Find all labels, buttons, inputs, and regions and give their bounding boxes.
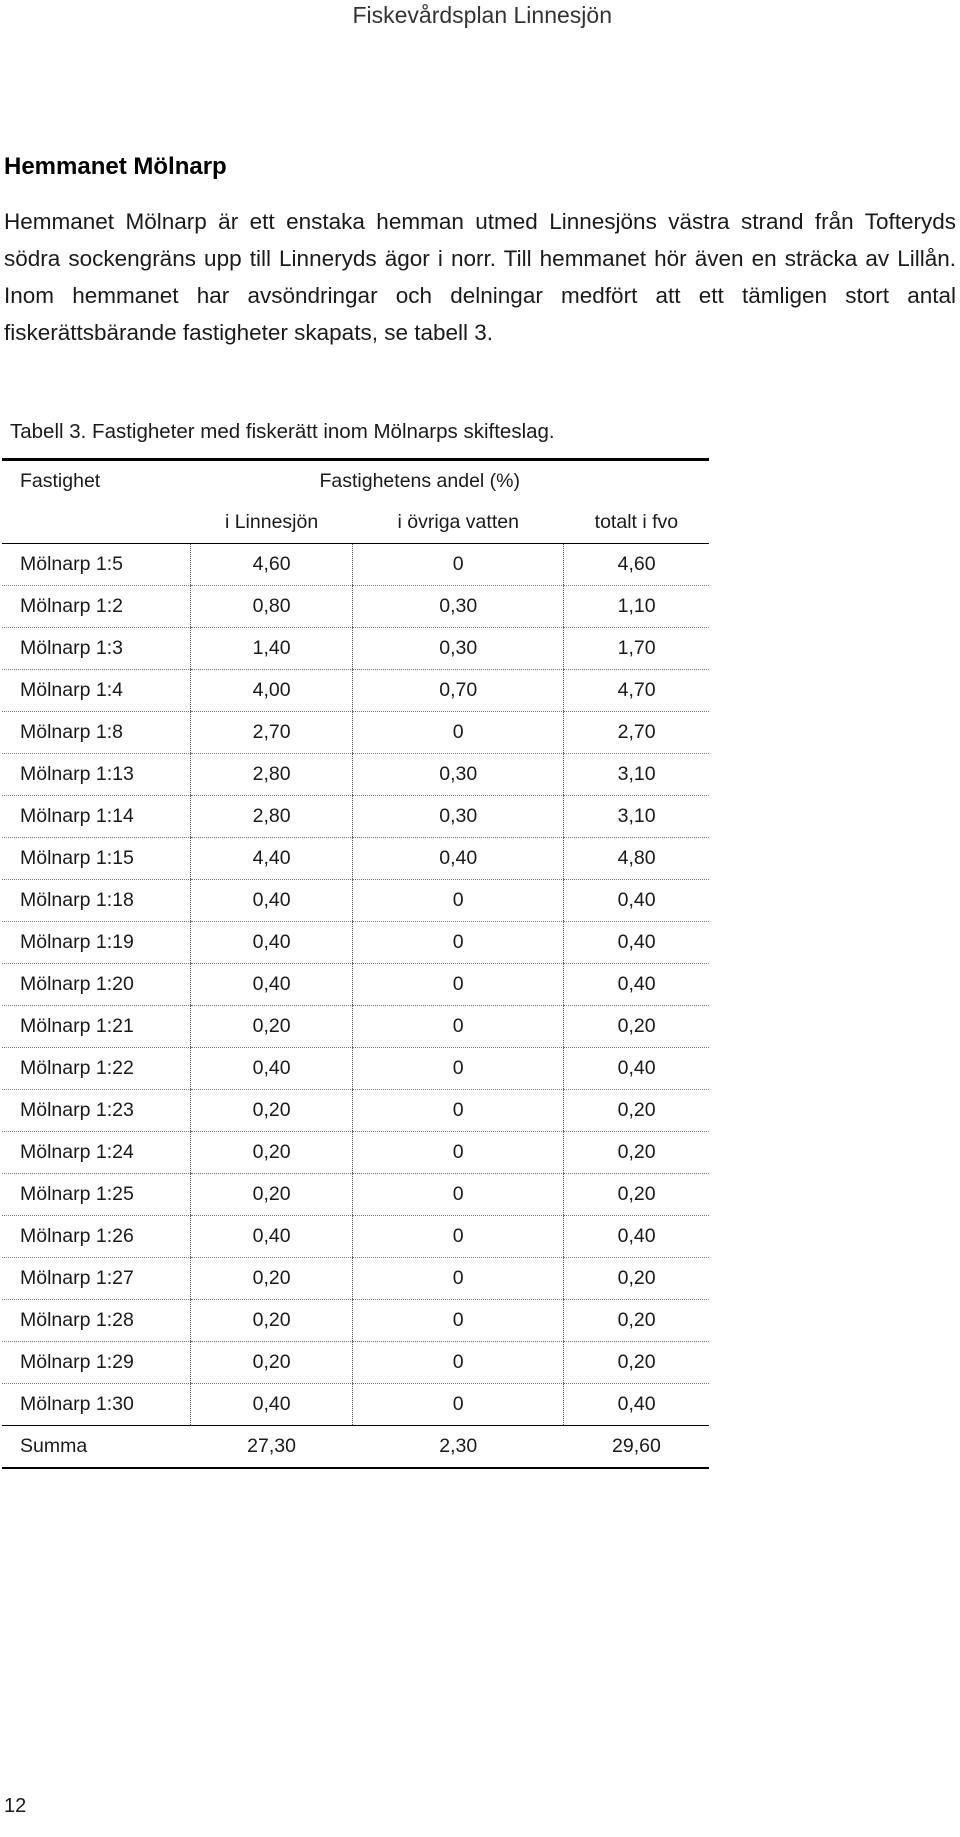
cell-i-linnesjon: 0,40: [191, 880, 353, 922]
cell-i-ovriga-vatten: 0: [353, 1216, 564, 1258]
cell-totalt-i-fvo: 0,40: [564, 922, 709, 964]
table-row: [2, 1006, 709, 1048]
cell-i-ovriga-vatten: 0: [353, 1006, 564, 1048]
cell-fastighet: Mölnarp 1:20: [2, 964, 191, 1006]
body-paragraph: Hemmanet Mölnarp är ett enstaka hemman utmed Linnesjöns västra strand från Tofteryds södra sockengräns upp till Linneryds ägor i norr. Till hemmanet hör även en sträcka av Lillån. Inom hemmanet har avsöndringar och delningar medfört att ett tämligen stort antal fiskerättsbärande fastigheter skapats, se tabell 3.: [4, 209, 956, 345]
cell-i-ovriga-vatten: 0: [353, 544, 564, 586]
table-sum-row: [2, 1426, 709, 1469]
cell-i-linnesjon: 0,20: [191, 1342, 353, 1384]
sum-totalt-i-fvo: 29,60: [564, 1426, 709, 1469]
header-fastighet: Fastighet: [2, 460, 191, 503]
cell-i-ovriga-vatten: 0: [353, 1174, 564, 1216]
header-andel-group: Fastighetens andel (%): [191, 460, 710, 503]
cell-i-ovriga-vatten: 0,30: [353, 796, 564, 838]
table-row: [2, 1384, 709, 1426]
cell-fastighet: Mölnarp 1:22: [2, 1048, 191, 1090]
cell-i-ovriga-vatten: 0: [353, 712, 564, 754]
table-row: [2, 880, 709, 922]
cell-i-linnesjon: 1,40: [191, 628, 353, 670]
cell-i-linnesjon: 0,20: [191, 1006, 353, 1048]
cell-totalt-i-fvo: 0,40: [564, 1048, 709, 1090]
cell-i-linnesjon: 0,40: [191, 1216, 353, 1258]
cell-i-ovriga-vatten: 0,30: [353, 586, 564, 628]
cell-totalt-i-fvo: 0,40: [564, 1384, 709, 1426]
header-i-linnesjon: i Linnesjön: [191, 502, 353, 544]
cell-i-ovriga-vatten: 0,40: [353, 838, 564, 880]
cell-fastighet: Mölnarp 1:5: [2, 544, 191, 586]
cell-i-linnesjon: 0,20: [191, 1300, 353, 1342]
cell-i-linnesjon: 2,80: [191, 796, 353, 838]
cell-i-ovriga-vatten: 0: [353, 1090, 564, 1132]
cell-i-linnesjon: 4,00: [191, 670, 353, 712]
cell-i-ovriga-vatten: 0: [353, 922, 564, 964]
sum-label: Summa: [2, 1426, 191, 1469]
table-row: [2, 1300, 709, 1342]
table-subheader-row: [2, 502, 709, 544]
table-row: [2, 1342, 709, 1384]
cell-i-ovriga-vatten: 0,30: [353, 628, 564, 670]
cell-fastighet: Mölnarp 1:2: [2, 586, 191, 628]
cell-fastighet: Mölnarp 1:3: [2, 628, 191, 670]
cell-fastighet: Mölnarp 1:30: [2, 1384, 191, 1426]
cell-i-ovriga-vatten: 0: [353, 964, 564, 1006]
table-row: [2, 586, 709, 628]
cell-totalt-i-fvo: 0,20: [564, 1342, 709, 1384]
table-row: [2, 796, 709, 838]
cell-fastighet: Mölnarp 1:23: [2, 1090, 191, 1132]
table-row: [2, 754, 709, 796]
cell-fastighet: Mölnarp 1:25: [2, 1174, 191, 1216]
cell-i-linnesjon: 0,20: [191, 1132, 353, 1174]
cell-i-linnesjon: 0,40: [191, 1384, 353, 1426]
cell-i-linnesjon: 0,20: [191, 1258, 353, 1300]
cell-totalt-i-fvo: 2,70: [564, 712, 709, 754]
cell-totalt-i-fvo: 0,20: [564, 1006, 709, 1048]
table-header-row: [2, 460, 709, 503]
cell-totalt-i-fvo: 1,10: [564, 586, 709, 628]
cell-i-linnesjon: 2,70: [191, 712, 353, 754]
cell-i-ovriga-vatten: 0: [353, 1048, 564, 1090]
cell-totalt-i-fvo: 0,20: [564, 1132, 709, 1174]
cell-i-linnesjon: 0,40: [191, 1048, 353, 1090]
cell-i-ovriga-vatten: 0: [353, 880, 564, 922]
cell-i-ovriga-vatten: 0: [353, 1342, 564, 1384]
cell-totalt-i-fvo: 4,80: [564, 838, 709, 880]
cell-totalt-i-fvo: 1,70: [564, 628, 709, 670]
table-row: [2, 1132, 709, 1174]
table-row: [2, 964, 709, 1006]
sum-i-linnesjon: 27,30: [191, 1426, 353, 1469]
table-caption: Tabell 3. Fastigheter med fiskerätt inom Mölnarps skifteslag.: [10, 420, 555, 443]
section-heading: Hemmanet Mölnarp: [4, 153, 227, 180]
cell-fastighet: Mölnarp 1:24: [2, 1132, 191, 1174]
cell-totalt-i-fvo: 4,60: [564, 544, 709, 586]
running-header-title: Fiskevårdsplan Linnesjön: [352, 2, 612, 28]
table-row: [2, 838, 709, 880]
table-row: [2, 712, 709, 754]
table-row: [2, 1090, 709, 1132]
header-blank: [2, 502, 191, 544]
page-number: 12: [4, 1795, 27, 1817]
cell-i-ovriga-vatten: 0: [353, 1300, 564, 1342]
table-body: [2, 544, 709, 1426]
table-row: [2, 628, 709, 670]
cell-i-ovriga-vatten: 0: [353, 1132, 564, 1174]
cell-totalt-i-fvo: 0,20: [564, 1174, 709, 1216]
cell-fastighet: Mölnarp 1:27: [2, 1258, 191, 1300]
cell-totalt-i-fvo: 0,40: [564, 880, 709, 922]
table-row: [2, 1174, 709, 1216]
cell-i-linnesjon: 0,40: [191, 922, 353, 964]
table-row: [2, 1048, 709, 1090]
cell-i-linnesjon: 4,40: [191, 838, 353, 880]
cell-totalt-i-fvo: 0,40: [564, 964, 709, 1006]
cell-totalt-i-fvo: 3,10: [564, 754, 709, 796]
table-row: [2, 544, 709, 586]
cell-fastighet: Mölnarp 1:13: [2, 754, 191, 796]
table-row: [2, 670, 709, 712]
property-share-table: [2, 458, 709, 1469]
header-i-ovriga-vatten: i övriga vatten: [353, 502, 564, 544]
cell-i-linnesjon: 0,20: [191, 1174, 353, 1216]
cell-totalt-i-fvo: 0,20: [564, 1090, 709, 1132]
cell-i-linnesjon: 2,80: [191, 754, 353, 796]
cell-fastighet: Mölnarp 1:4: [2, 670, 191, 712]
cell-fastighet: Mölnarp 1:8: [2, 712, 191, 754]
cell-totalt-i-fvo: 3,10: [564, 796, 709, 838]
cell-i-ovriga-vatten: 0,30: [353, 754, 564, 796]
cell-i-linnesjon: 4,60: [191, 544, 353, 586]
table-row: [2, 922, 709, 964]
cell-fastighet: Mölnarp 1:26: [2, 1216, 191, 1258]
cell-i-linnesjon: 0,80: [191, 586, 353, 628]
cell-fastighet: Mölnarp 1:19: [2, 922, 191, 964]
cell-i-ovriga-vatten: 0,70: [353, 670, 564, 712]
cell-fastighet: Mölnarp 1:14: [2, 796, 191, 838]
cell-i-ovriga-vatten: 0: [353, 1384, 564, 1426]
cell-i-ovriga-vatten: 0: [353, 1258, 564, 1300]
cell-fastighet: Mölnarp 1:29: [2, 1342, 191, 1384]
table-row: [2, 1216, 709, 1258]
cell-fastighet: Mölnarp 1:15: [2, 838, 191, 880]
table-row: [2, 1258, 709, 1300]
cell-totalt-i-fvo: 0,20: [564, 1300, 709, 1342]
cell-i-linnesjon: 0,20: [191, 1090, 353, 1132]
cell-fastighet: Mölnarp 1:21: [2, 1006, 191, 1048]
cell-totalt-i-fvo: 0,20: [564, 1258, 709, 1300]
running-header: [0, 2, 960, 29]
header-totalt-i-fvo: totalt i fvo: [564, 502, 709, 544]
cell-i-linnesjon: 0,40: [191, 964, 353, 1006]
sum-i-ovriga-vatten: 2,30: [353, 1426, 564, 1469]
cell-fastighet: Mölnarp 1:18: [2, 880, 191, 922]
cell-totalt-i-fvo: 0,40: [564, 1216, 709, 1258]
cell-fastighet: Mölnarp 1:28: [2, 1300, 191, 1342]
cell-totalt-i-fvo: 4,70: [564, 670, 709, 712]
